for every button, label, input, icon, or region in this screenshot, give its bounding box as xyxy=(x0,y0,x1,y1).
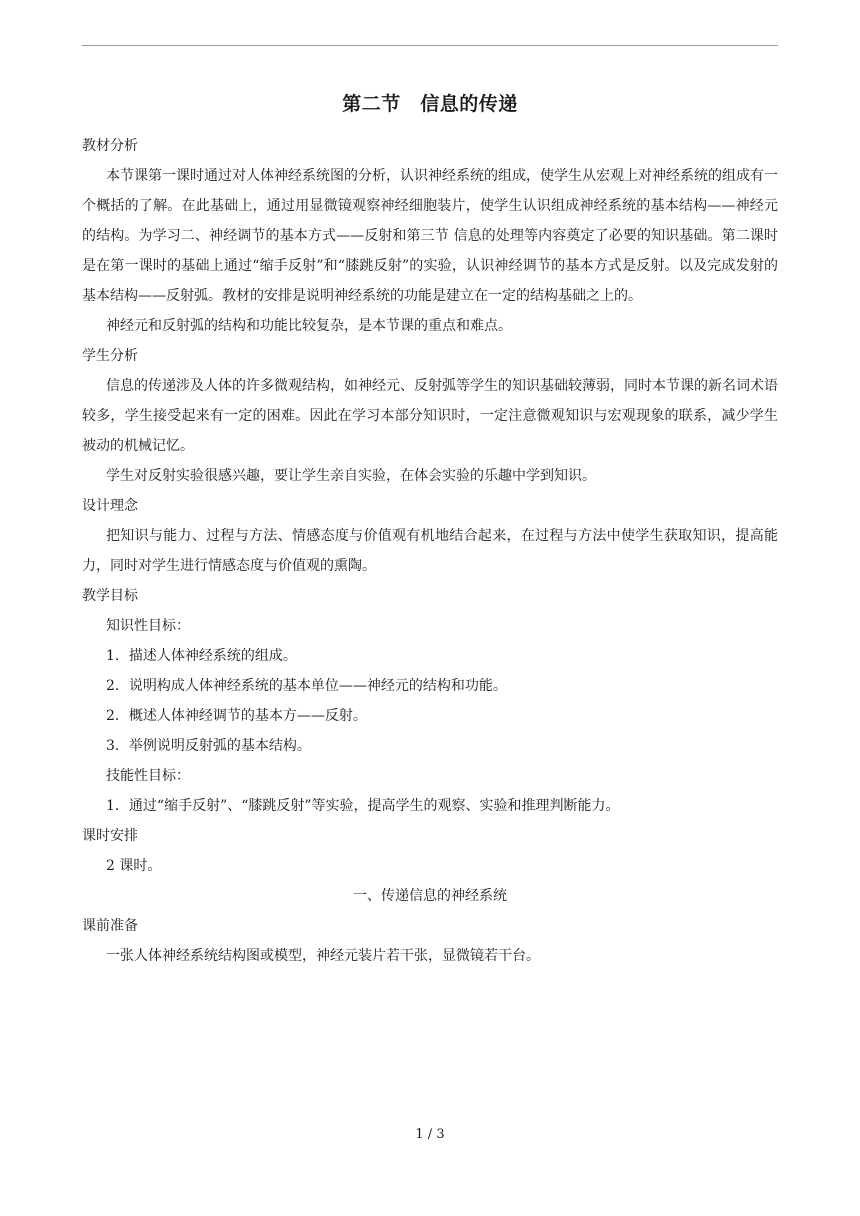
centered-section-heading: 一、传递信息的神经系统 xyxy=(353,888,507,904)
paragraph: 把知识与能力、过程与方法、情感态度与价值观有机地结合起来，在过程与方法中使学生获取知识，提高能力，同时对学生进行情感态度与价值观的熏陶。 xyxy=(82,528,778,574)
header-rule xyxy=(82,45,778,46)
paragraph: 信息的传递涉及人体的许多微观结构，如神经元、反射弧等学生的知识基础较薄弱，同时本节课的新名词术语较多，学生接受起来有一定的困难。因此在学习本部分知识时，一定注意微观知识与宏观现象的联系，减少学生被动的机械记忆。 xyxy=(82,378,778,454)
list-item: 1．通过“缩手反射”、“膝跳反射”等实验，提高学生的观察、实验和推理判断能力。 xyxy=(106,798,620,814)
paragraph: 一张人体神经系统结构图或模型，神经元装片若干张，显微镜若干台。 xyxy=(106,948,540,964)
section-heading-preparation: 课前准备 xyxy=(82,918,138,934)
paragraph: 学生对反射实验很感兴趣，要让学生亲自实验，在体会实验的乐趣中学到知识。 xyxy=(106,468,596,484)
schedule-text: 2 课时。 xyxy=(106,858,162,874)
section-heading-design-concept: 设计理念 xyxy=(82,498,138,514)
page-indicator: 1 / 3 xyxy=(415,1127,445,1142)
page-title: 第二节 信息的传递 xyxy=(342,93,518,115)
section-heading-teaching-goals: 教学目标 xyxy=(82,588,138,604)
list-item: 3．举例说明反射弧的基本结构。 xyxy=(106,738,311,754)
sub-heading-knowledge-goals: 知识性目标： xyxy=(106,618,190,634)
list-item: 2．说明构成人体神经系统的基本单位——神经元的结构和功能。 xyxy=(106,678,507,694)
paragraph: 神经元和反射弧的结构和功能比较复杂，是本节课的重点和难点。 xyxy=(106,318,512,334)
section-heading-textbook-analysis: 教材分析 xyxy=(82,138,138,154)
section-heading-schedule: 课时安排 xyxy=(82,828,138,844)
section-heading-student-analysis: 学生分析 xyxy=(82,348,138,364)
paragraph: 本节课第一课时通过对人体神经系统图的分析，认识神经系统的组成，使学生从宏观上对神经系统的组成有一个概括的了解。在此基础上，通过用显微镜观察神经细胞装片，使学生认识组成神经系统的基本结构——神经元的结构。为学习二、神经调节的基本方式——反射和第三节 信息的处理等内容奠定了必要的知识基础。第二课时是在第一课时的基础上通过“缩手反射”和“膝跳反射”的实验，认识神经调节的基本方式是反射。以及完成发射的基本结构——反射弧。教材的安排是说明神经系统的功能是建立在一定的结构基础之上的。 xyxy=(82,168,778,304)
document-body xyxy=(82,131,778,971)
list-item: 1．描述人体神经系统的组成。 xyxy=(106,648,297,664)
sub-heading-skill-goals: 技能性目标： xyxy=(106,768,190,784)
list-item: 2．概述人体神经调节的基本方——反射。 xyxy=(106,708,367,724)
